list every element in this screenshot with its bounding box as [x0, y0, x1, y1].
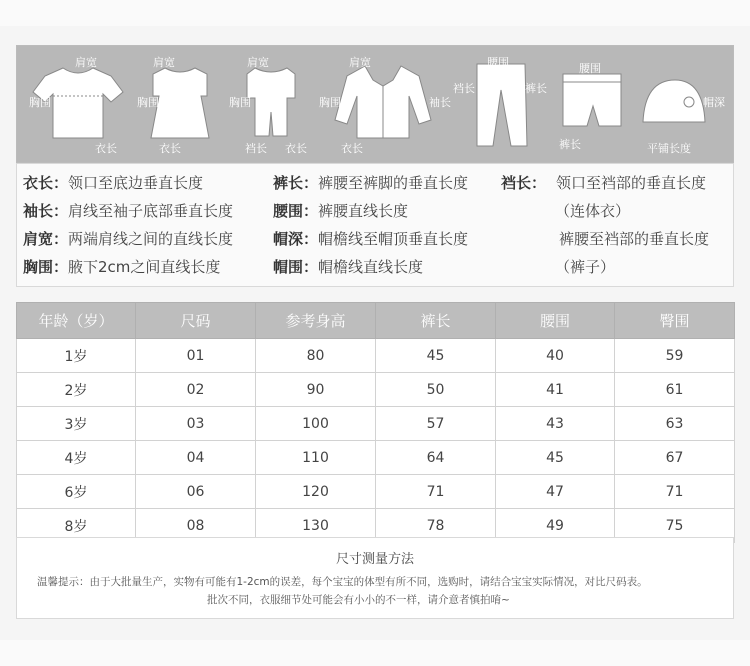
romper-length-label: 衣长: [285, 142, 307, 155]
tshirt-figure: [25, 46, 125, 164]
header-size: 尺码: [136, 303, 256, 339]
table-row: 4岁 04 110 64 45 67: [17, 441, 735, 475]
def-hat-circumference: 帽围：帽檐线直线长度: [273, 258, 424, 276]
shorts-figure: [557, 46, 629, 164]
def-crotch-pants: 裤腰至裆部的垂直长度: [559, 230, 710, 248]
header-waist: 腰围: [496, 303, 615, 339]
romper-chest-label: 胸围: [229, 96, 251, 109]
dress-shoulder-label: 肩宽: [153, 56, 175, 69]
table-row: 1岁 01 80 45 40 59: [17, 339, 735, 373]
def-sleeve-length: 袖长：肩线至袖子底部垂直长度: [23, 202, 234, 220]
tee-shoulder-label: 肩宽: [75, 56, 97, 69]
def-garment-length: 衣长：领口至底边垂直长度: [23, 174, 204, 192]
jacket-sleeve-label: 袖长: [429, 96, 451, 109]
note-line-1: 温馨提示：由于大批量生产，实物有可能有1-2cm的误差，每个宝宝的体型有所不同，选购时，请结合宝宝实际情况，对比尺码表。: [37, 576, 648, 588]
pants-length-label: 裤长: [525, 82, 547, 95]
table-header-row: [17, 303, 735, 339]
shorts-length-label: 裤长: [559, 138, 581, 151]
def-crotch-pants-note: （裤子）: [555, 258, 616, 276]
jacket-figure: [317, 46, 451, 164]
shorts-waist-label: 腰围: [579, 62, 601, 75]
header-height: 参考身高: [256, 303, 376, 339]
romper-figure: [227, 46, 317, 164]
measurement-note: [16, 537, 734, 619]
dress-figure: [129, 46, 229, 164]
tee-length-label: 衣长: [95, 142, 117, 155]
def-chest: 胸围：腋下2cm之间直线长度: [23, 258, 221, 276]
note-line-2: 批次不同，衣服细节处可能会有小小的不一样，请介意者慎拍唷~: [207, 594, 510, 606]
romper-shoulder-label: 肩宽: [247, 56, 269, 69]
hat-depth-label: 帽深: [703, 96, 725, 109]
hat-figure: [633, 46, 733, 164]
def-shoulder-width: 肩宽：两端肩线之间的直线长度: [23, 230, 234, 248]
header-hip: 臀围: [615, 303, 735, 339]
jacket-shoulder-label: 肩宽: [349, 56, 371, 69]
jacket-length-label: 衣长: [341, 142, 363, 155]
table-row: 3岁 03 100 57 43 63: [17, 407, 735, 441]
top-border: [0, 0, 750, 26]
table-row: 6岁 06 120 71 47 71: [17, 475, 735, 509]
pants-waist-label: 腰围: [487, 56, 509, 69]
header-pants-length: 裤长: [376, 303, 496, 339]
dress-length-label: 衣长: [159, 142, 181, 155]
def-pants-length: 裤长：裤腰至裤脚的垂直长度: [273, 174, 469, 192]
size-table: [16, 302, 735, 543]
def-waist: 腰围：裤腰直线长度: [273, 202, 409, 220]
table-row: 2岁 02 90 50 41 61: [17, 373, 735, 407]
bottom-border: [0, 640, 750, 666]
table-row: 8岁 08 130 78 49 75: [17, 509, 735, 543]
def-crotch-romper-note: （连体衣）: [555, 202, 631, 220]
dress-chest-label: 胸围: [137, 96, 159, 109]
def-crotch-romper: 裆长： 领口至裆部的垂直长度: [501, 174, 707, 192]
pants-crotch-label: 裆长: [453, 82, 475, 95]
romper-crotch-label: 裆长: [245, 142, 267, 155]
tee-chest-label: 胸围: [29, 96, 51, 109]
def-hat-depth: 帽深：帽檐线至帽顶垂直长度: [273, 230, 469, 248]
hat-flat-length-label: 平铺长度: [647, 142, 691, 155]
note-title: 尺寸测量方法: [335, 552, 414, 567]
pants-figure: [453, 46, 553, 164]
garment-figures-panel: [16, 45, 734, 163]
jacket-chest-label: 胸围: [319, 96, 341, 109]
header-age: 年龄（岁）: [17, 303, 136, 339]
measurement-definitions: [16, 163, 734, 287]
